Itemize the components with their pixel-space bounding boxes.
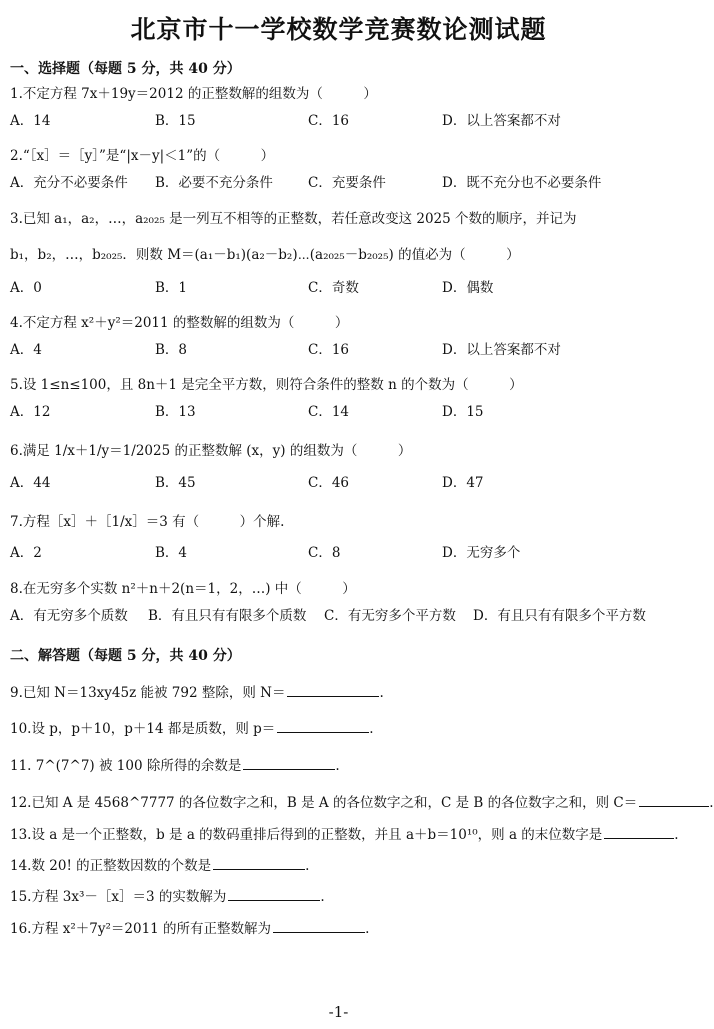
section-heading-answer: 二、解答题（每题 5 分，共 40 分） (10, 648, 241, 664)
option-d: D．偶数 (442, 280, 494, 296)
question-9-text: 9.已知 N＝13xy45z 能被 792 整除，则 N＝ (10, 685, 286, 701)
option-a: A．充分不必要条件 (10, 175, 128, 191)
question-10-end: . (369, 721, 374, 737)
option-d: D．15 (442, 404, 484, 420)
question-10-text: 10.设 p，p＋10，p＋14 都是质数，则 p＝ (10, 721, 276, 737)
question-5: 5.设 1≤n≤100，且 8n＋1 是完全平方数，则符合条件的整数 n 的个数为（ ） (10, 377, 523, 393)
question-14-end: . (305, 858, 310, 874)
option-a: A．有无穷多个质数 (10, 608, 128, 624)
question-14-text: 14.数 20! 的正整数因数的个数是 (10, 858, 212, 874)
page-number: -1- (328, 1003, 349, 1021)
answer-blank[interactable] (273, 918, 365, 933)
option-a: A．2 (10, 545, 42, 561)
question-13-text: 13.设 a 是一个正整数，b 是 a 的数码重排后得到的正整数，并且 a＋b＝10¹⁰，则 a 的末位数字是 (10, 827, 603, 843)
question-11 (10, 755, 340, 775)
option-c: C．46 (308, 475, 350, 491)
answer-blank[interactable] (228, 886, 320, 901)
option-c: C．14 (308, 404, 350, 420)
option-d: D．以上答案都不对 (442, 113, 561, 129)
question-16-end: . (365, 921, 370, 937)
option-c: C．16 (308, 342, 350, 358)
answer-blank[interactable] (243, 755, 335, 770)
question-6: 6.满足 1/x＋1/y＝1/2025 的正整数解 (x，y) 的组数为（ ） (10, 443, 412, 459)
question-3: 3.已知 a₁，a₂，…，a₂₀₂₅ 是一列互不相等的正整数，若任意改变这 2025 个数的顺序，并记为 (10, 211, 577, 227)
option-b: B．1 (155, 280, 188, 296)
option-b: B．15 (155, 113, 196, 129)
option-b: B．13 (155, 404, 196, 420)
answer-blank[interactable] (639, 792, 709, 807)
question-11-text: 11. 7^(7^7) 被 100 除所得的余数是 (10, 758, 242, 774)
question-1-options (10, 112, 670, 130)
option-b: B．45 (155, 475, 196, 491)
answer-blank[interactable] (277, 718, 369, 733)
question-16 (10, 918, 369, 938)
option-d: D．有且只有有限多个平方数 (473, 608, 646, 624)
section-heading-choice: 一、选择题（每题 5 分，共 40 分） (10, 61, 241, 77)
question-8: 8.在无穷多个实数 n²＋n＋2(n＝1，2，…) 中（ ） (10, 581, 356, 597)
option-b: B．有且只有有限多个质数 (148, 608, 307, 624)
question-2-options (10, 174, 670, 192)
question-10 (10, 718, 374, 738)
question-9 (10, 682, 384, 702)
question-1: 1.不定方程 7x＋19y＝2012 的正整数解的组数为（ ） (10, 86, 377, 102)
option-c: C．奇数 (308, 280, 359, 296)
option-b: B．4 (155, 545, 188, 561)
answer-blank[interactable] (604, 824, 674, 839)
question-5-options (10, 403, 670, 421)
option-b: B．8 (155, 342, 188, 358)
option-d: D．无穷多个 (442, 545, 521, 561)
question-14 (10, 855, 309, 875)
option-a: A．44 (10, 475, 51, 491)
question-3-line-2: b₁，b₂，…，b₂₀₂₅．则数 M＝(a₁－b₁)(a₂－b₂)⋯(a₂₀₂₅－b₂₀₂₅) 的值必为（ ） (10, 247, 520, 263)
option-d: D．既不充分也不必要条件 (442, 175, 602, 191)
question-12-end: . (709, 795, 714, 811)
option-a: A．12 (10, 404, 51, 420)
question-15-text: 15.方程 3x³－［x］＝3 的实数解为 (10, 889, 227, 905)
option-c: C．16 (308, 113, 350, 129)
question-15-end: . (320, 889, 325, 905)
question-6-options (10, 474, 670, 492)
question-7: 7.方程［x］＋［1/x］＝3 有（ ）个解. (10, 514, 285, 530)
answer-blank[interactable] (287, 682, 379, 697)
question-2: 2.“［x］＝［y］”是“|x－y|＜1”的（ ） (10, 148, 275, 164)
question-15 (10, 886, 325, 906)
option-a: A．4 (10, 342, 42, 358)
question-7-options (10, 544, 670, 562)
option-d: D．以上答案都不对 (442, 342, 561, 358)
option-d: D．47 (442, 475, 484, 491)
page-title: 北京市十一学校数学竞赛数论测试题 (130, 15, 547, 44)
option-a: A．14 (10, 113, 51, 129)
option-c: C．有无穷多个平方数 (324, 608, 456, 624)
answer-blank[interactable] (213, 855, 305, 870)
question-12-text: 12.已知 A 是 4568^7777 的各位数字之和，B 是 A 的各位数字之和，C 是 B 的各位数字之和，则 C＝ (10, 795, 638, 811)
option-a: A．0 (10, 280, 42, 296)
option-c: C．8 (308, 545, 341, 561)
question-4-options (10, 341, 670, 359)
question-13-end: . (674, 827, 679, 843)
question-16-text: 16.方程 x²＋7y²＝2011 的所有正整数解为 (10, 921, 272, 937)
question-8-options (10, 607, 670, 625)
question-12 (10, 792, 714, 812)
option-c: C．充要条件 (308, 175, 386, 191)
option-b: B．必要不充分条件 (155, 175, 273, 191)
question-9-end: . (379, 685, 384, 701)
question-13 (10, 824, 679, 844)
question-3-options (10, 279, 670, 297)
question-11-end: . (335, 758, 340, 774)
question-4: 4.不定方程 x²＋y²＝2011 的整数解的组数为（ ） (10, 315, 349, 331)
